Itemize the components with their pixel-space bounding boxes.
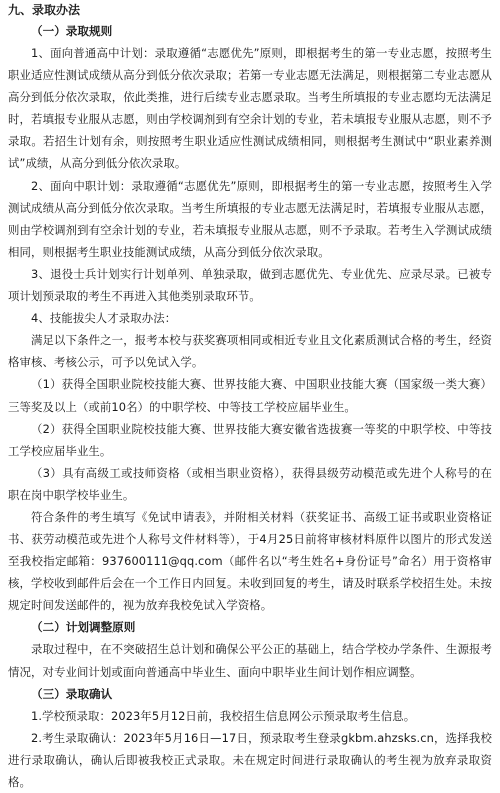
paragraph: （1）获得全国职业院校技能大赛、世界技能大赛、中国职业技能大赛（国家级一类大赛）三等奖及以上（或前10名）的中职学校、中等技工学校应届毕业生。 xyxy=(8,377,492,414)
paragraph: （3）具有高级工或技师资格（或相当职业资格），获得县级劳动模范或先进个人称号的在职在岗中职学校毕业生。 xyxy=(8,465,492,502)
paragraph: 4、技能拔尖人才录取办法： xyxy=(31,311,177,326)
paragraph: 3、退役士兵计划实行计划单列、单独录取，做到志愿优先、专业优先、应录尽录。已被专项计划预录取的考生不再进入其他类别录取环节。 xyxy=(8,266,492,304)
paragraph: 满足以下条件之一，报考本校与获奖赛项相同或相近专业且文化素质测试合格的考生，经资格审核、考核公示，可予以免试入学。 xyxy=(8,333,492,370)
paragraph: 1.学校预录取：2023年5月12日前，我校招生信息网公示预录取考生信息。 xyxy=(31,708,416,723)
paragraph: （2）获得全国职业院校技能大赛、世界技能大赛安徽省选拔赛一等奖的中职学校、中等技工学校应届毕业生。 xyxy=(8,421,492,458)
subsection-title-rules: （一）录取规则 xyxy=(31,24,113,38)
paragraph: 1、面向普通高中计划：录取遵循“志愿优先”原则，即根据考生的第一专业志愿，按照考生职业适应性测试成绩从高分到低分依次录取；若第一专业志愿无法满足，则根据第二专业志愿从高分到低分依次录取，依此类推，进行后续专业志愿录取。当考生所填报的专业志愿均无法满足时，若填报专业服从志愿，则由学校调剂到有空余计划的专业，若未填报专业服从志愿，则不予录取。若招生计划有余，则按照考生职业适应性测试成绩相同，则根据考生测试中“职业素养测试”成绩，从高分到低分依次录取。 xyxy=(8,46,492,171)
subsection-title-confirmation: （三）录取确认 xyxy=(31,686,113,701)
subsection-title-adjustment: （二）计划调整原则 xyxy=(31,620,136,635)
paragraph: 符合条件的考生填写《免试申请表》，并附相关材料（获奖证书、高级工证书或职业资格证书、获劳动模范或先进个人称号文件材料等），于4月25日前将审核材料原件以图片的形式发送至我校指定邮箱：937600111@qq.com（邮件名以“考生姓名+身份证号”命名）用于资格审核，学校收到邮件后会在一个工作日内回复。未收到回复的考生，请及时联系学校招生处。未按规定时间发送邮件的，视为放弃我校免试入学资格。 xyxy=(8,509,492,613)
section-heading: 九、录取办法 xyxy=(8,3,81,17)
paragraph: 录取过程中，在不突破招生总计划和确保公平公正的基础上，结合学校办学条件、生源报考情况，对专业间计划或面向普通高中毕业生、面向中职毕业生间计划作相应调整。 xyxy=(8,642,492,679)
paragraph: 2、面向中职计划：录取遵循“志愿优先”原则，即根据考生的第一专业志愿，按照考生入学测试成绩从高分到低分依次录取。当考生所填报的专业志愿无法满足时，若填报专业服从志愿，则由学校调剂到有空余计划的专业，若未填报专业服从志愿，则不予录取。若考生入学测试成绩相同，则根据考生职业技能测试成绩，从高分到低分依次录取。 xyxy=(8,178,492,259)
paragraph: 2.考生录取确认：2023年5月16日—17日，预录取考生登录gkbm.ahzsks.cn，选择我校进行录取确认，确认后即被我校正式录取。未在规定时间进行录取确认的考生视为放弃录取资格。 xyxy=(8,730,492,789)
